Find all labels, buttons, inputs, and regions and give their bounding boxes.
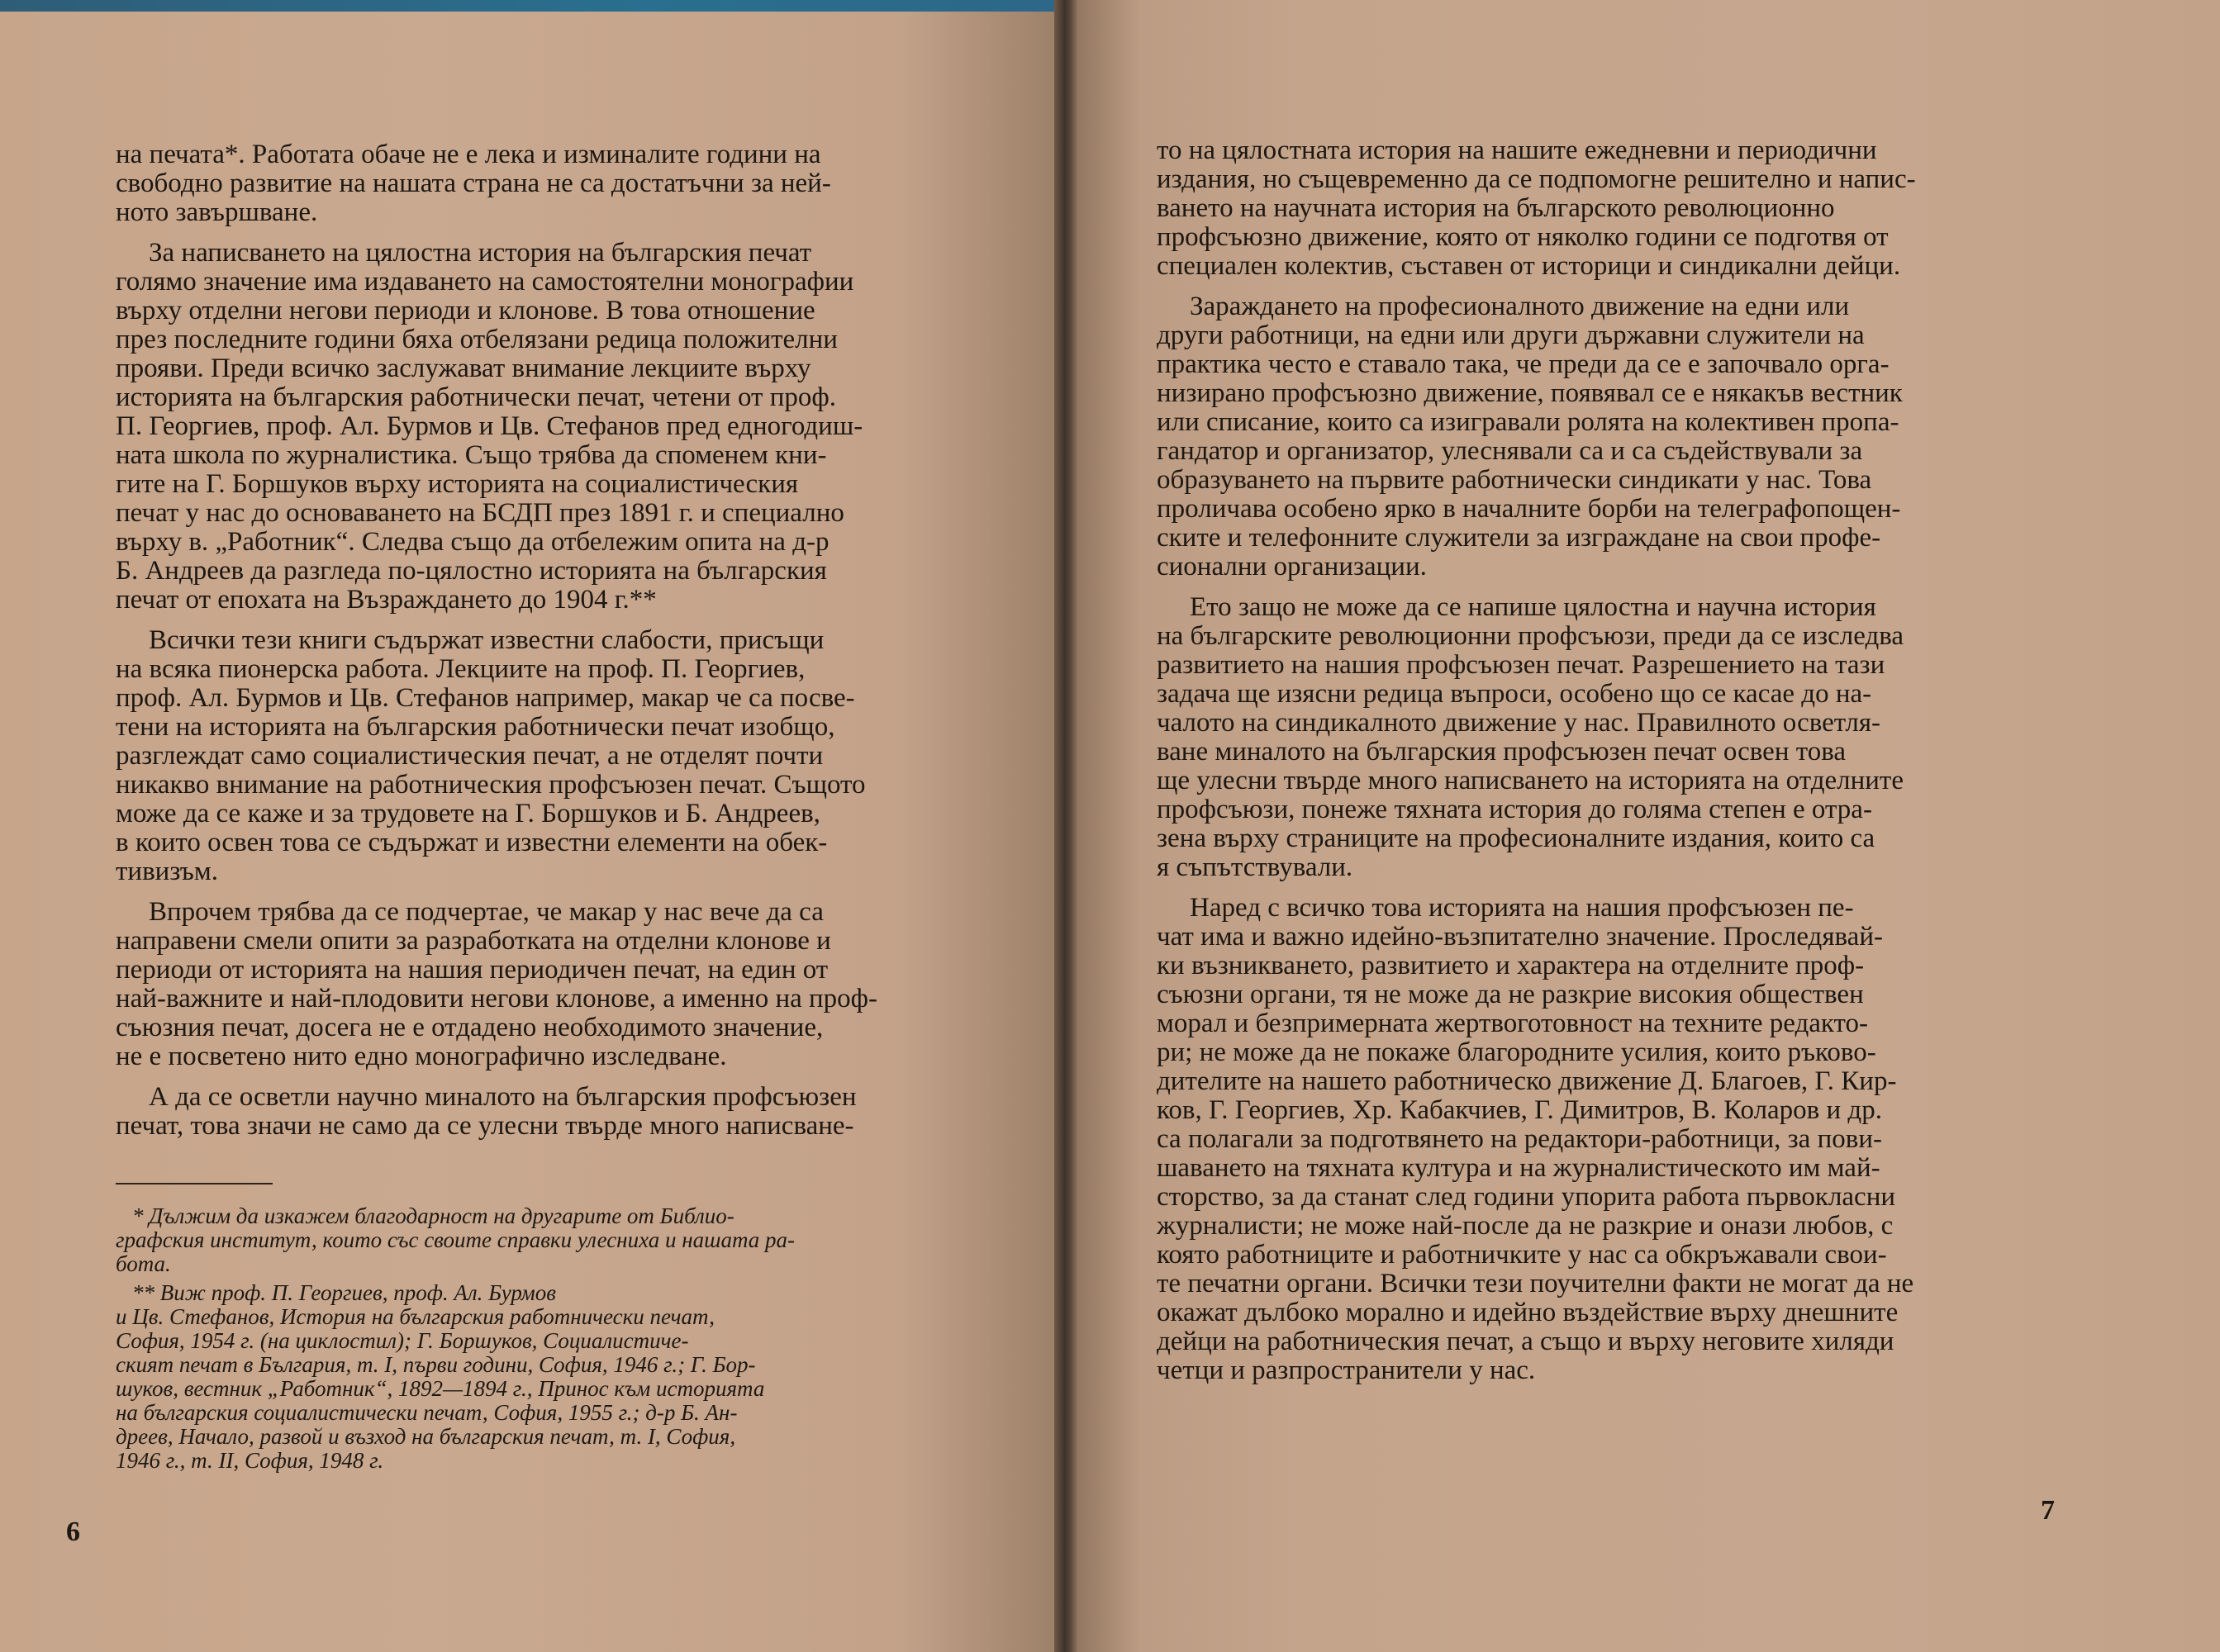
left-paragraph: на печата*. Работата обаче не е лека и изминалите години на свободно развитие на нашата страна не са достатъчни за ней- ното завършване. <box>116 140 831 227</box>
left-page-body <box>116 140 1008 1152</box>
footnote: ** Виж проф. П. Георгиев, проф. Ал. Бурмов и Цв. Стефанов, История на българския работнически печат, София, 1954 г. (на циклостил); Г. Боршуков, Социалистиче- ският печат в България, т. I, първи години, София, 1946 г.; Г. Бор- шуков, вестник „Работник“, 1892—1894 г., Принос към историята на българския социалистически печат, София, 1955 г.; д-р Б. Ан- дреев, Начало, развой и възход на българския печат, т. I, София, 1946 г., т. II, София, 1948 г. <box>116 1280 765 1473</box>
footnote: * Дължим да изкажем благодарност на другарите от Библио- графския институт, които със своите справки улесниха и нашата ра- бота. <box>116 1203 796 1276</box>
footnotes <box>116 1204 991 1478</box>
page-number-right: 7 <box>2041 1495 2055 1526</box>
right-paragraph: Ето защо не може да се напише цялостна и научна история на българските революционни профсъюзи, преди да се изследва развитието на нашия профсъюзен печат. Разрешението на тази задача ще изясни редица въпроси, особено що се касае до на- чалото на синдикалното движение у нас. Правилното осветля- ване миналото на българския профсъюзен печат освен това ще улесни твърде много написването на историята на отделните профсъюзи, понеже тяхната история до голяма степен е отра- зена върху страниците на професионалните издания, които са я съпътствували. <box>1157 592 1904 882</box>
left-paragraph: Всички тези книги съдържат известни слабости, присъщи на всяка пионерска работа. Лекциите на проф. П. Георгиев, проф. Ал. Бурмов и Цв. Стефанов например, макар че са посве- тени на историята на българския работнически печат изобщо, разглеждат само социалистическия печат, а не отделят почти никакво внимание на работническия профсъюзен печат. Същото може да се каже и за трудовете на Г. Боршуков и Б. Андреев, в които освен това се съдържат и известни елементи на обек- тивизъм. <box>116 625 866 886</box>
right-page-body <box>1157 136 2049 1397</box>
left-paragraph: А да се осветли научно миналото на българския профсъюзен печат, това значи не само да се улесни твърде много написване- <box>116 1082 857 1141</box>
right-paragraph: то на цялостната история на нашите ежедневни и периодични издания, но същевременно да се подпомогне решително и напис- ването на научната история на българското революционно профсъюзно движение, която от няколко години се подготвя от специален колектив, съставен от историци и синдикални дейци. <box>1157 135 1916 281</box>
left-paragraph: За написването на цялостна история на българския печат голямо значение има издаването на самостоятелни монографии върху отделни негови периоди и клонове. В това отношение през последните години бяха отбелязани редица положителни прояви. Преди всичко заслужават внимание лекциите върху историята на българския работнически печат, четени от проф. П. Георгиев, проф. Ал. Бурмов и Цв. Стефанов пред едногодиш- ната школа по журналистика. Също трябва да споменем кни- гите на Г. Боршуков върху историята на социалистическия печат у нас до основаването на БСДП през 1891 г. и специално върху в. „Работник“. Следва също да отбележим опита на д-р Б. Андреев да разгледа по-цялостно историята на българския печат от епохата на Възраждането до 1904 г.** <box>116 238 863 615</box>
page-number-left: 6 <box>66 1517 80 1547</box>
left-paragraph: Впрочем трябва да се подчертае, че макар у нас вече да са направени смели опити за разработката на отделни клонове и периоди от историята на нашия периодичен печат, на един от най-важните и най-плодовити негови клонове, а именно на проф- съюзния печат, досега не е отдадено необходимото значение, не е посветено нито едно монографично изследване. <box>116 897 878 1071</box>
footnote-rule <box>116 1183 273 1184</box>
right-paragraph: Зараждането на професионалното движение на едни или други работници, на едни или други държавни служители на практика често е ставало така, че преди да се е започвало орга- низирано профсъюзно движение, появявал се е някакъв вестник или списание, които са изигравали ролята на колективен пропа- гандатор и организатор, улеснявали са и са съдействували за образуването на първите работнически синдикати у нас. Това проличава особено ярко в началните борби на телеграфопощен- ските и телефонните служители за изграждане на свои профе- сионални организации. <box>1157 292 1903 582</box>
book-gutter <box>1054 0 1077 1652</box>
right-paragraph: Наред с всичко това историята на нашия профсъюзен пе- чат има и важно идейно-възпитателно значение. Проследявай- ки възникването, развитието и характера на отделните проф- съюзни органи, тя не може да не разкрие високия обществен морал и безпримерната жертвоготовност на техните редакто- ри; не може да не покаже благородните усилия, които ръково- дителите на нашето работническо движение Д. Благоев, Г. Кир- ков, Г. Георгиев, Хр. Кабакчиев, Г. Димитров, В. Коларов и др. са полагали за подготвянето на редактори-работници, за пови- шаването на тяхната култура и на журналистическото им май- сторство, за да станат след години упорита работа първокласни журналисти; не може най-после да не разкрие и онази любов, с която работниците и работничките у нас са обкръжавали свои- те печатни органи. Всички тези поучителни факти не могат да не окажат дълбоко морално и идейно въздействие върху днешните дейци на работническия печат, а също и върху неговите хиляди четци и разпространители у нас. <box>1157 893 1914 1385</box>
